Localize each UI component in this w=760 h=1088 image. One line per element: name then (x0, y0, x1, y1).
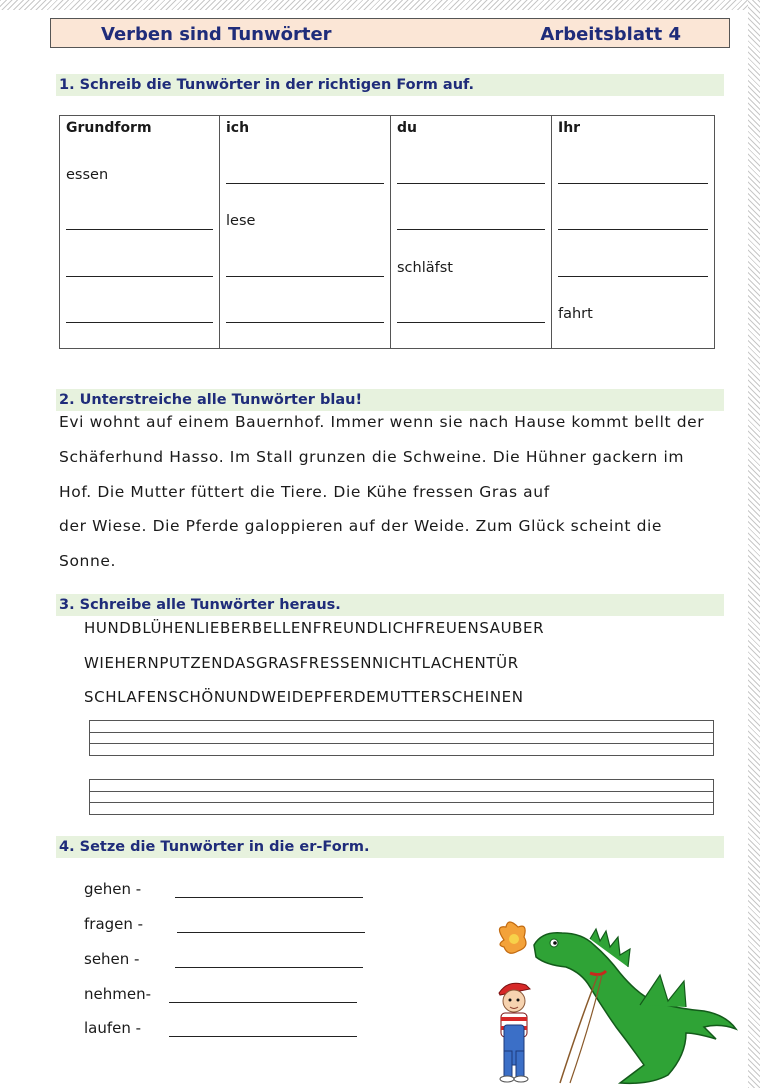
answer-line[interactable] (66, 229, 213, 230)
story-line: Sonne. (59, 552, 117, 570)
column-ich (220, 116, 391, 349)
answer-line[interactable] (558, 183, 708, 184)
answer-line[interactable] (175, 897, 363, 898)
answer-line[interactable] (226, 322, 384, 323)
column-header: Grundform (66, 120, 152, 136)
story-line: Evi wohnt auf einem Bauernhof. Immer wenn sie nach Hause kommt bellt der (59, 413, 705, 431)
writing-rule (90, 743, 713, 744)
writing-lines[interactable] (89, 779, 714, 815)
section3-heading: 3. Schreibe alle Tunwörter heraus. (56, 594, 724, 616)
verb-prompt: gehen - (84, 880, 142, 898)
page-border-top (0, 0, 760, 10)
boy-and-dragon-illustration (490, 915, 740, 1085)
given-word: lese (226, 213, 256, 229)
answer-line[interactable] (169, 1036, 357, 1037)
verb-prompt: nehmen- (84, 985, 152, 1003)
given-word: fahrt (558, 306, 593, 322)
column-header: ich (226, 120, 250, 136)
writing-lines[interactable] (89, 720, 714, 756)
given-word: essen (66, 167, 109, 183)
sheet-number: Arbeitsblatt 4 (540, 24, 681, 45)
answer-line[interactable] (66, 322, 213, 323)
answer-line[interactable] (558, 276, 708, 277)
verb-prompt: laufen - (84, 1019, 142, 1037)
verb-prompt: fragen - (84, 915, 144, 933)
answer-line[interactable] (226, 276, 384, 277)
writing-rule (90, 802, 713, 803)
letter-row: WIEHERNPUTZENDASGRASFRESSENNICHTLACHENTÜR (84, 654, 519, 672)
answer-line[interactable] (397, 322, 545, 323)
story-line: Schäferhund Hasso. Im Stall grunzen die Schweine. Die Hühner gackern im (59, 448, 685, 466)
story-line: der Wiese. Die Pferde galoppieren auf der Weide. Zum Glück scheint die (59, 517, 663, 535)
answer-line[interactable] (177, 932, 365, 933)
title-bar (50, 18, 730, 48)
story-line: Hof. Die Mutter füttert die Tiere. Die Kühe fressen Gras auf (59, 483, 550, 501)
answer-line[interactable] (558, 229, 708, 230)
page-title: Verben sind Tunwörter (101, 24, 332, 45)
answer-line[interactable] (169, 1002, 357, 1003)
letter-row: SCHLAFENSCHÖNUNDWEIDEPFERDEMUTTERSCHEINEN (84, 688, 524, 706)
page-border-right (748, 0, 760, 1088)
column-ihr (552, 116, 715, 349)
answer-line[interactable] (226, 183, 384, 184)
section1-heading: 1. Schreib die Tunwörter in der richtigen Form auf. (56, 74, 724, 96)
answer-line[interactable] (397, 183, 545, 184)
column-header: du (397, 120, 417, 136)
letter-row: HUNDBLÜHENLIEBERBELLENFREUNDLICHFREUENSAUBER (84, 619, 545, 637)
column-du (391, 116, 552, 349)
answer-line[interactable] (175, 967, 363, 968)
section2-heading: 2. Unterstreiche alle Tunwörter blau! (56, 389, 724, 411)
boy-figure-icon (499, 983, 530, 1082)
answer-line[interactable] (397, 229, 545, 230)
writing-rule (90, 791, 713, 792)
fire-breath-icon (499, 922, 526, 953)
column-header: Ihr (558, 120, 581, 136)
verb-prompt: sehen - (84, 950, 140, 968)
given-word: schläfst (397, 260, 453, 276)
answer-line[interactable] (66, 276, 213, 277)
column-grundform (60, 116, 220, 349)
section4-heading: 4. Setze die Tunwörter in die er-Form. (56, 836, 724, 858)
dragon-figure-icon (534, 929, 736, 1083)
conjugation-table (59, 115, 715, 349)
writing-rule (90, 732, 713, 733)
